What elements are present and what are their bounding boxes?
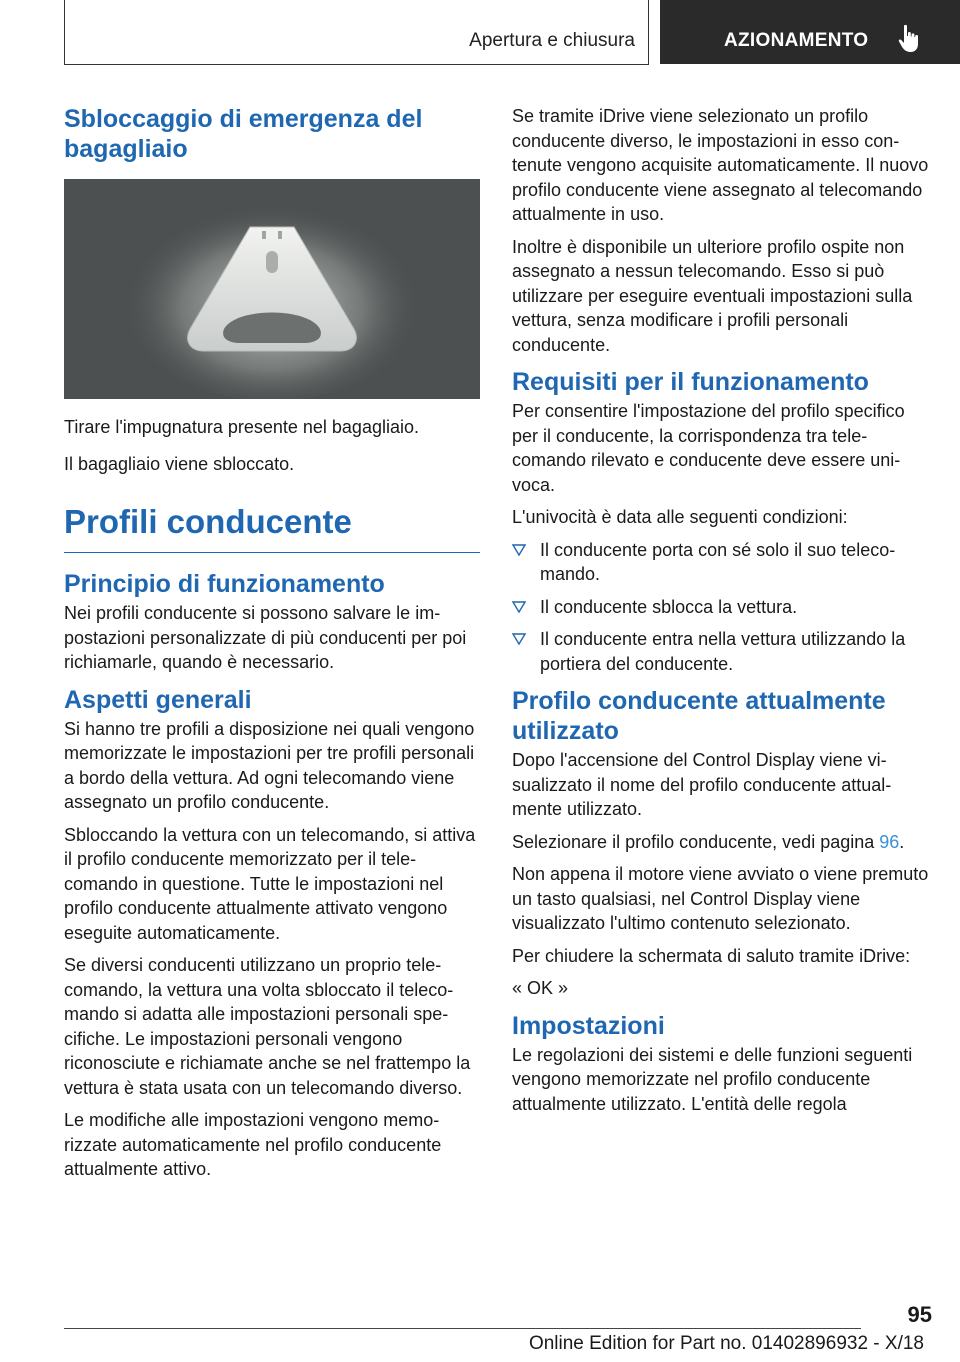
conditions-list bbox=[512, 538, 932, 677]
paragraph-trunk-unlocked: Il bagagliaio viene sbloccato. bbox=[64, 453, 295, 474]
paragraph-idrive-1: Se tramite iDrive viene selezionato un profilo conducente diverso, le impostazioni in esso contenute vengono acquisite automaticamente. Il nuovo profilo conducente viene assegnato al telecomando attualmente in uso. bbox=[512, 106, 929, 224]
left-column bbox=[64, 104, 480, 1190]
right-column bbox=[512, 104, 932, 1124]
list-item-text: Il conducente sblocca la vettura. bbox=[540, 596, 798, 617]
paragraph-general-4: Le modifiche alle impostazioni vengono memorizzate automaticamente nel profilo conducente attualmente attivo. bbox=[64, 1110, 442, 1179]
paragraph-current-4: Per chiudere la schermata di saluto tramite iDrive: bbox=[512, 945, 911, 966]
heading-general-aspects: Aspetti generali bbox=[64, 685, 252, 714]
trunk-release-handle-image bbox=[64, 179, 480, 399]
paragraph-current-3: Non appena il motore viene avviato o viene premuto un tasto qualsiasi, nel Control Display viene visualizzato l'ultimo contenuto selezionato. bbox=[512, 864, 929, 933]
paragraph-pull-handle: Tirare l'impugnatura presente nel bagagliaio. bbox=[64, 417, 419, 437]
heading-emergency-unlock: Sbloccaggio di emergenza del bagagliaio bbox=[64, 105, 423, 163]
list-item-text: Il conducente porta con sé solo il suo telecomando. bbox=[540, 539, 896, 584]
paragraph-principle: Nei profili conducente si possono salvare le impostazioni personalizzate di più conducenti per poi richiamarle, quando è necessario. bbox=[64, 603, 467, 672]
header-section-title: Apertura e chiusura bbox=[469, 30, 635, 51]
triangle-bullet-icon bbox=[512, 629, 526, 649]
list-item bbox=[512, 538, 932, 587]
header-divider-left bbox=[64, 0, 65, 64]
triangle-bullet-icon bbox=[512, 597, 526, 617]
paragraph-settings: Le regolazioni dei sistemi e delle funzioni seguenti vengono memorizzate nel profilo conducente attualmente utilizzato. L'entità delle regola bbox=[512, 1044, 913, 1114]
paragraph-general-3: Se diversi conducenti utilizzano un proprio telecomando, la vettura una volta sbloccato il telecomando si adatta alle impostazioni personali specifiche. Le impostazioni personali vengono riconosciute e richiamate anche se nel frattempo la vettura è stata usata con un telecomando diverso. bbox=[64, 955, 471, 1098]
page-reference-link[interactable]: 96 bbox=[879, 831, 900, 852]
header-chapter-label: AZIONAMENTO bbox=[724, 30, 869, 51]
paragraph-general-2: Sbloccando la vettura con un telecomando, si attiva il profilo conducente memorizzato per il telecomando in questione. Tutte le impostazioni nel profilo conducente attualmente attivato vengono eseguite automaticamente. bbox=[64, 824, 476, 943]
pointing-hand-icon bbox=[898, 24, 922, 54]
paragraph-requirements-1: Per consentire l'impostazione del profilo specifico per il conducente, la corrispondenza tra telecomando rilevato e conducente deve essere univoca. bbox=[512, 401, 905, 495]
header-divider-mid bbox=[648, 0, 649, 64]
header-divider-bottom bbox=[64, 64, 649, 65]
paragraph-idrive-2: Inoltre è disponibile un ulteriore profilo ospite non assegnato a nessun telecomando. Esso si può utilizzare per eseguire eventuali impostazioni sulla vettura, senza modificare i profili personali conducente. bbox=[512, 236, 913, 355]
heading-driver-profiles: Profili conducente bbox=[64, 502, 480, 553]
heading-settings: Impostazioni bbox=[512, 1011, 665, 1040]
paragraph-current-5: « OK » bbox=[512, 978, 569, 998]
paragraph-current-2-end: . bbox=[899, 831, 905, 852]
list-item bbox=[512, 595, 932, 620]
paragraph-current-2 bbox=[512, 830, 932, 855]
paragraph-current-1: Dopo l'accensione del Control Display viene visualizzato il nome del profilo conducente attualmente utilizzato. bbox=[512, 750, 892, 819]
paragraph-requirements-2: L'univocità è data alle seguenti condizioni: bbox=[512, 507, 848, 527]
heading-requirements: Requisiti per il funzionamento bbox=[512, 368, 869, 396]
list-item bbox=[512, 627, 932, 676]
heading-current-profile: Profilo conducente attualmente utilizzato bbox=[512, 687, 886, 745]
heading-principle: Principio di funzionamento bbox=[64, 570, 385, 598]
footer-divider bbox=[64, 1328, 861, 1329]
page-number: 95 bbox=[907, 1302, 932, 1327]
header-chapter-tab[interactable] bbox=[660, 0, 960, 64]
paragraph-current-2-text: Selezionare il profilo conducente, vedi pagina bbox=[512, 831, 880, 852]
triangle-bullet-icon bbox=[512, 540, 526, 560]
list-item-text: Il conducente entra nella vettura utilizzando la portiera del conducente. bbox=[540, 629, 906, 674]
footer-edition: Online Edition for Part no. 01402896932 - X/18 bbox=[528, 1333, 924, 1354]
paragraph-general-1: Si hanno tre profili a disposizione nei quali vengono memorizzate le impostazioni per tre profili personali a bordo della vettura. Ad ogni telecomando viene assegnato un profilo conducente. bbox=[64, 718, 475, 812]
